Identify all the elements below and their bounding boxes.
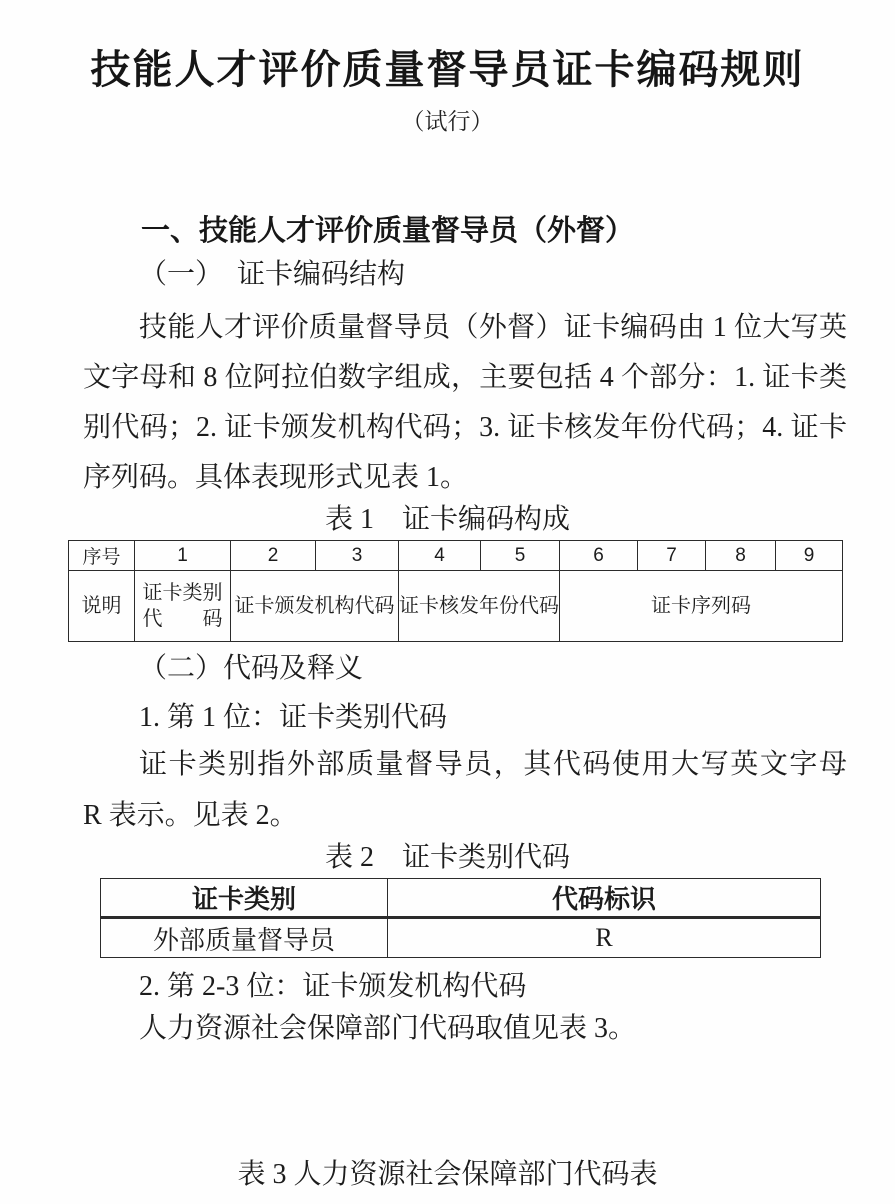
paragraph-coding-structure: 技能人才评价质量督导员（外督）证卡编码由 1 位大写英文字母和 8 位阿拉伯数字组成，主要包括 4 个部分：1. 证卡类别代码；2. 证卡颁发机构代码；3. 证卡核发年份代码；4. 证卡序列码。具体表现形式见表 1。 — [83, 312, 847, 493]
table2-caption: 表 2 证卡类别代码 — [324, 842, 570, 873]
section-heading: 一、技能人才评价质量督导员（外督） — [141, 215, 635, 247]
table2-cell-code-mark: R — [388, 918, 821, 958]
table1-row-label: 说明 — [69, 571, 135, 642]
table1-position-cell: 5 — [481, 541, 560, 571]
table3-caption: 表 3 人力资源社会保障部门代码表 — [237, 1159, 658, 1190]
item-1-heading: 1. 第 1 位：证卡类别代码 — [139, 702, 448, 733]
paragraph-issuer-code: 人力资源社会保障部门代码取值见表 3。 — [139, 1013, 637, 1044]
table2-cell-card-type: 外部质量督导员 — [101, 918, 388, 958]
table1-position-cell: 3 — [316, 541, 399, 571]
table1-cell-card-type-line1: 证卡类别 — [142, 582, 223, 604]
paragraph-card-type-line1: 证卡类别指外部质量督导员，其代码使用大写英文字母 — [139, 749, 847, 780]
table-card-type-code — [100, 878, 821, 958]
table-row — [69, 571, 843, 642]
table1-position-cell: 1 — [135, 541, 231, 571]
table1-cell-card-type — [135, 571, 231, 642]
table1-cell-serial-code: 证卡序列码 — [560, 571, 843, 642]
paragraph-card-type — [83, 739, 847, 841]
table-row — [101, 879, 821, 918]
table1-position-cell: 4 — [399, 541, 481, 571]
paragraph-card-type-line2: R 表示。见表 2。 — [83, 800, 298, 831]
table1-position-cell: 6 — [560, 541, 638, 571]
table1-corner-label: 序号 — [69, 541, 135, 571]
table1-position-cell: 8 — [706, 541, 776, 571]
table-code-composition — [68, 540, 843, 642]
table1-caption: 表 1 证卡编码构成 — [324, 504, 570, 535]
table1-position-cell: 2 — [231, 541, 316, 571]
table1-position-cell: 7 — [638, 541, 706, 571]
item-2-heading: 2. 第 2-3 位：证卡颁发机构代码 — [139, 971, 527, 1002]
table1-cell-year-code: 证卡核发年份代码 — [399, 571, 560, 642]
table1-position-cell: 9 — [776, 541, 843, 571]
subsection-2-heading: （二）代码及释义 — [139, 653, 364, 684]
table-row — [69, 541, 843, 571]
page-subtitle: （试行） — [401, 109, 494, 134]
page-title: 技能人才评价质量督导员证卡编码规则 — [90, 48, 805, 92]
table2-header-card-type: 证卡类别 — [101, 879, 388, 918]
table2-header-code-mark: 代码标识 — [388, 879, 821, 918]
table1-cell-card-type-line2: 代 码 — [142, 608, 223, 630]
subsection-1-heading: （一） 证卡编码结构 — [139, 259, 406, 290]
table1-cell-issuer-code: 证卡颁发机构代码 — [231, 571, 399, 642]
table-row — [101, 918, 821, 958]
